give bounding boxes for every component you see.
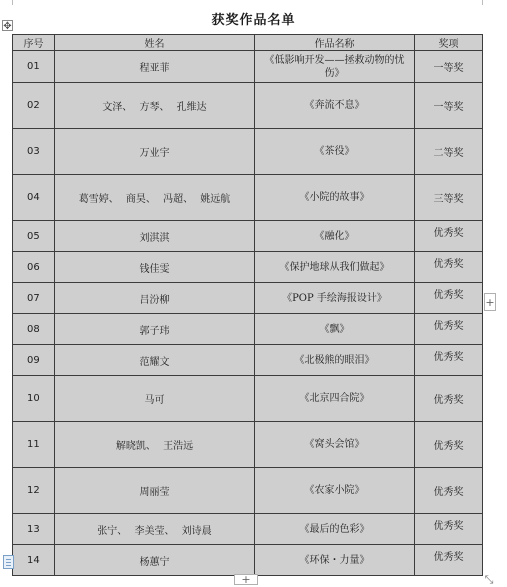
row-award[interactable]: 一等奖: [415, 83, 483, 129]
row-work[interactable]: 《飘》: [255, 314, 415, 345]
row-work[interactable]: 《奔流不息》: [255, 83, 415, 129]
paste-options-icon[interactable]: [3, 555, 14, 569]
row-award[interactable]: 优秀奖: [415, 376, 483, 422]
table-row: [13, 129, 483, 175]
row-names[interactable]: 杨蕙宁: [55, 545, 255, 576]
row-work[interactable]: 《环保・力量》: [255, 545, 415, 576]
table-resize-handle-icon[interactable]: ⤡: [484, 573, 494, 586]
header-no: 序号: [13, 35, 55, 51]
document-title: 获奖作品名单: [211, 13, 296, 28]
table-move-handle-icon[interactable]: ✥: [3, 21, 12, 32]
row-no[interactable]: 08: [13, 314, 55, 345]
table-row: [13, 83, 483, 129]
row-no[interactable]: 14: [13, 545, 55, 576]
row-work[interactable]: 《POP 手绘海报设计》: [255, 283, 415, 314]
awards-table: [12, 34, 483, 576]
row-award[interactable]: 二等奖: [415, 129, 483, 175]
add-row-button[interactable]: +: [234, 574, 258, 585]
row-no[interactable]: 07: [13, 283, 55, 314]
row-no[interactable]: 10: [13, 376, 55, 422]
row-no[interactable]: 04: [13, 175, 55, 221]
header-names: 姓名: [55, 35, 255, 51]
row-names[interactable]: 马可: [55, 376, 255, 422]
row-award[interactable]: 三等奖: [415, 175, 483, 221]
row-award[interactable]: 优秀奖: [415, 283, 483, 314]
table-row: [13, 283, 483, 314]
row-no[interactable]: 11: [13, 422, 55, 468]
table-row: [13, 376, 483, 422]
row-work[interactable]: 《融化》: [255, 221, 415, 252]
row-award[interactable]: 优秀奖: [415, 468, 483, 514]
row-work[interactable]: 《低影响开发——拯救动物的忧伤》: [255, 51, 415, 83]
row-award[interactable]: 优秀奖: [415, 345, 483, 376]
row-names[interactable]: 钱佳雯: [55, 252, 255, 283]
row-names[interactable]: 万业宇: [55, 129, 255, 175]
row-award[interactable]: 一等奖: [415, 51, 483, 83]
row-no[interactable]: 02: [13, 83, 55, 129]
row-work[interactable]: 《农家小院》: [255, 468, 415, 514]
table-row: [13, 51, 483, 83]
page-margin-marker-left: [12, 0, 13, 5]
row-award[interactable]: 优秀奖: [415, 221, 483, 252]
row-names[interactable]: 周丽莹: [55, 468, 255, 514]
table-row: [13, 221, 483, 252]
table-row: [13, 175, 483, 221]
row-names[interactable]: 范耀文: [55, 345, 255, 376]
row-award[interactable]: 优秀奖: [415, 514, 483, 545]
row-names[interactable]: 文泽、 方琴、 孔维达: [55, 83, 255, 129]
row-names[interactable]: 葛雪婷、 商昊、 冯超、 姚远航: [55, 175, 255, 221]
row-no[interactable]: 03: [13, 129, 55, 175]
table-row: [13, 468, 483, 514]
row-award[interactable]: 优秀奖: [415, 314, 483, 345]
row-no[interactable]: 13: [13, 514, 55, 545]
row-no[interactable]: 05: [13, 221, 55, 252]
header-award: 奖项: [415, 35, 483, 51]
row-work[interactable]: 《最后的色彩》: [255, 514, 415, 545]
row-award[interactable]: 优秀奖: [415, 422, 483, 468]
row-work[interactable]: 《窝头会馆》: [255, 422, 415, 468]
table-row: [13, 545, 483, 576]
row-work[interactable]: 《小院的故事》: [255, 175, 415, 221]
table-row: [13, 422, 483, 468]
row-award[interactable]: 优秀奖: [415, 252, 483, 283]
row-names[interactable]: 张宁、 李美莹、 刘诗晨: [55, 514, 255, 545]
add-column-button[interactable]: +: [484, 293, 496, 311]
row-names[interactable]: 郭子玮: [55, 314, 255, 345]
row-no[interactable]: 06: [13, 252, 55, 283]
table-row: [13, 345, 483, 376]
row-work[interactable]: 《北极熊的眼泪》: [255, 345, 415, 376]
table-row: [13, 314, 483, 345]
row-names[interactable]: 吕汾柳: [55, 283, 255, 314]
row-names[interactable]: 程亚菲: [55, 51, 255, 83]
row-work[interactable]: 《茶役》: [255, 129, 415, 175]
table-row: [13, 514, 483, 545]
row-names[interactable]: 刘淇淇: [55, 221, 255, 252]
row-work[interactable]: 《北京四合院》: [255, 376, 415, 422]
row-no[interactable]: 12: [13, 468, 55, 514]
header-work: 作品名称: [255, 35, 415, 51]
row-work[interactable]: 《保护地球从我们做起》: [255, 252, 415, 283]
row-no[interactable]: 09: [13, 345, 55, 376]
page-margin-marker-right: [482, 0, 483, 5]
row-names[interactable]: 解晓凯、 王浩远: [55, 422, 255, 468]
row-award[interactable]: 优秀奖: [415, 545, 483, 576]
table-row: [13, 252, 483, 283]
table-header-row: [13, 35, 483, 51]
row-no[interactable]: 01: [13, 51, 55, 83]
